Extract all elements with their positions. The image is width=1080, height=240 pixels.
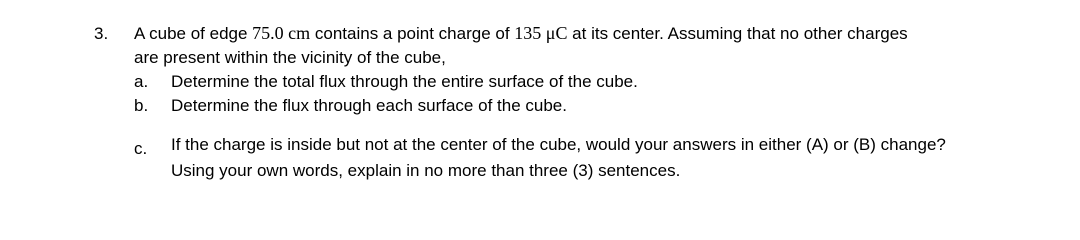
stem-text-2: contains a point charge of	[310, 24, 515, 43]
part-c-label: c.	[134, 139, 148, 158]
stem-text-1: A cube of edge	[134, 24, 253, 43]
stem-text-3: at its center. Assuming that no other charges	[567, 24, 908, 43]
edge-value: 75.0 cm	[252, 23, 311, 43]
part-c-text-line-2: Using your own words, explain in no more than three (3) sentences.	[171, 161, 681, 180]
part-a-text: Determine the total flux through the entire surface of the cube.	[171, 72, 638, 91]
part-b-text: Determine the flux through each surface of the cube.	[171, 96, 567, 115]
part-c-text-line-1: If the charge is inside but not at the center of the cube, would your answers in either (A) or (B) change?	[171, 135, 946, 154]
part-a-label: a.	[134, 72, 149, 91]
problem-stem-line-1	[134, 22, 908, 45]
part-b-label: b.	[134, 96, 149, 115]
charge-value: 135 μC	[514, 23, 568, 43]
problem-number: 3.	[94, 24, 109, 43]
problem-stem-line-2: are present within the vicinity of the cube,	[134, 48, 446, 67]
